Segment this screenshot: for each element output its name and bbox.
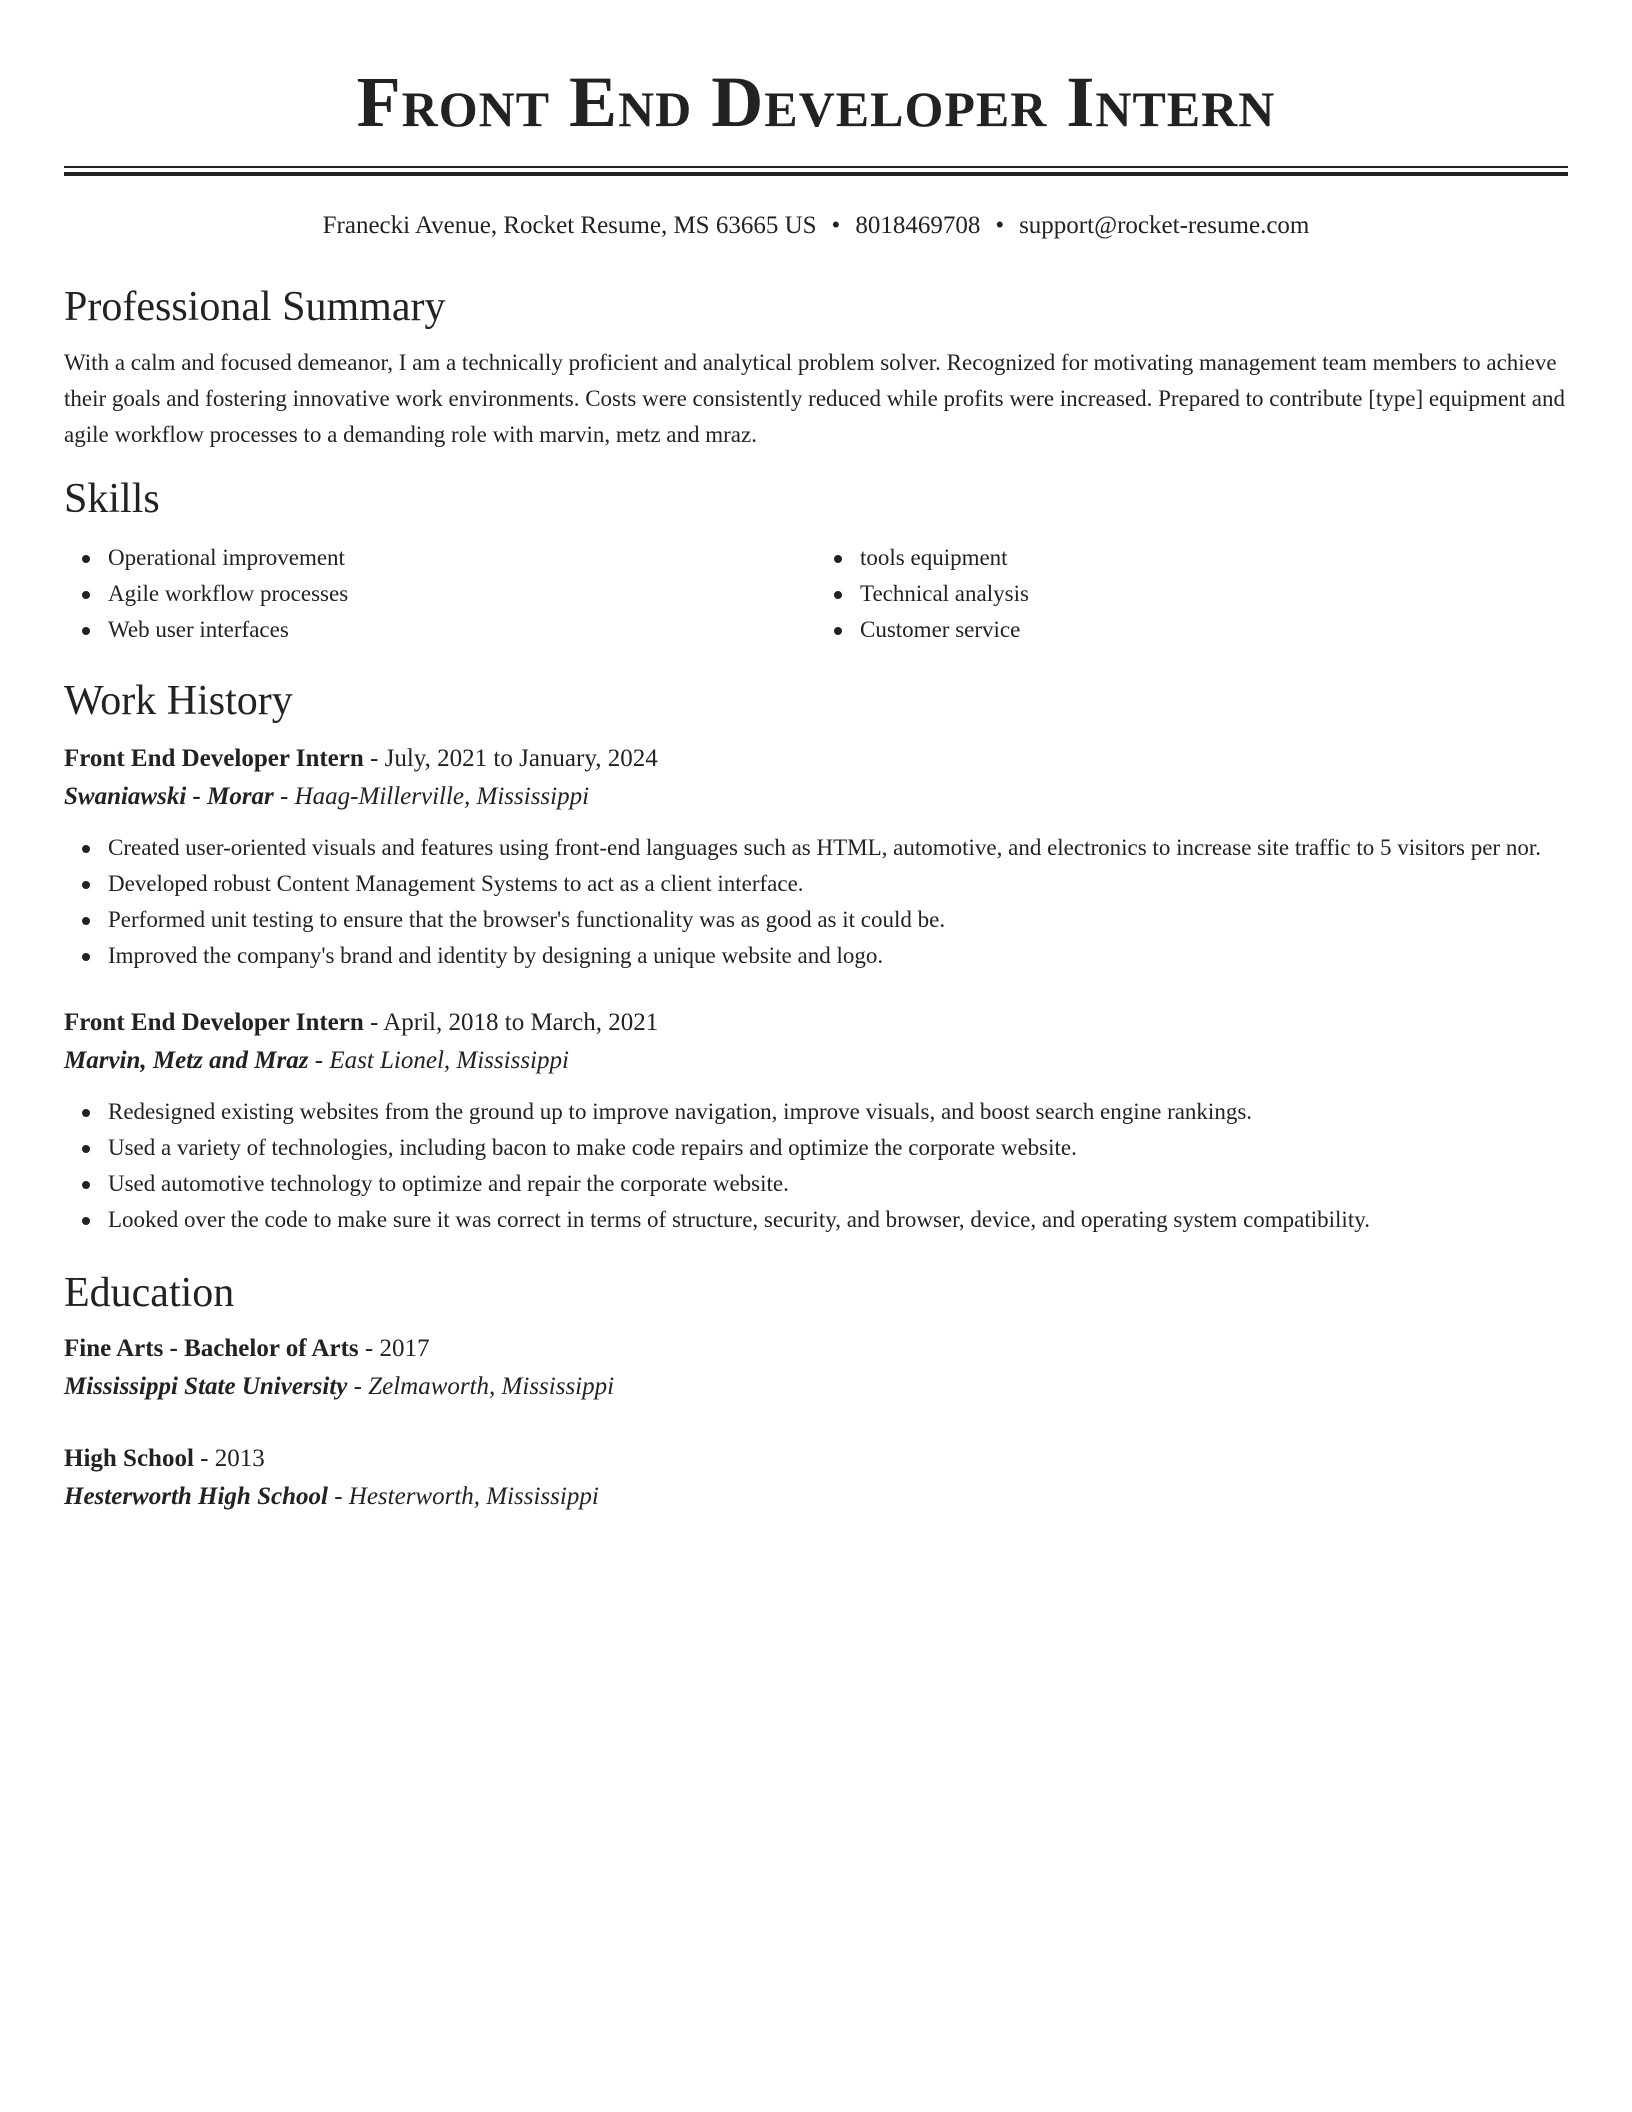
header-divider xyxy=(64,166,1568,176)
job-dates: - July, 2021 to January, 2024 xyxy=(363,745,658,772)
job-bullet: Used automotive technology to optimize and repair the corporate website. xyxy=(108,1166,1568,1202)
skill-item: Technical analysis xyxy=(860,576,1568,612)
job-entry xyxy=(64,740,1568,974)
education-year: - 2013 xyxy=(193,1445,265,1472)
education-location: - Zelmaworth, Mississippi xyxy=(347,1373,615,1400)
skills-column-left xyxy=(64,540,816,648)
job-location: - East Lionel, Mississippi xyxy=(308,1047,569,1074)
job-bullet: Used a variety of technologies, including bacon to make code repairs and optimize the corporate website. xyxy=(108,1130,1568,1166)
job-bullet: Improved the company's brand and identity by designing a unique website and logo. xyxy=(108,938,1568,974)
contact-separator: • xyxy=(831,212,841,239)
skill-item: Customer service xyxy=(860,612,1568,648)
summary-text: With a calm and focused demeanor, I am a technically proficient and analytical problem solver. Recognized for motivating management team members to achieve their goals and fostering innovative work environments. Costs were consistently reduced while profits were increased. Prepared to contribute [type] equipment and agile workflow processes to a demanding role with marvin, metz and mraz. xyxy=(64,350,1565,447)
education-school: Mississippi State University xyxy=(64,1373,348,1400)
education-school: Hesterworth High School xyxy=(64,1483,328,1510)
education-heading xyxy=(64,1330,1568,1368)
job-bullet: Performed unit testing to ensure that the browser's functionality was as good as it could be. xyxy=(108,902,1568,938)
job-bullets xyxy=(64,1094,1568,1238)
contact-address: Franecki Avenue, Rocket Resume, MS 63665 US xyxy=(322,212,817,239)
contact-line xyxy=(64,210,1568,242)
job-employer xyxy=(64,778,1568,816)
education-year: - 2017 xyxy=(358,1335,430,1362)
skill-item: Operational improvement xyxy=(108,540,816,576)
contact-separator: • xyxy=(995,212,1005,239)
education-location: - Hesterworth, Mississippi xyxy=(327,1483,599,1510)
contact-phone: 8018469708 xyxy=(855,212,981,239)
section-title-education: Education xyxy=(64,1270,235,1316)
job-role: Front End Developer Intern xyxy=(64,745,364,772)
section-title-summary: Professional Summary xyxy=(64,284,446,330)
skill-item: tools equipment xyxy=(860,540,1568,576)
job-heading xyxy=(64,1004,1568,1042)
education-degree: Fine Arts - Bachelor of Arts xyxy=(64,1335,359,1362)
job-location: - Haag-Millerville, Mississippi xyxy=(273,783,590,810)
resume-page xyxy=(64,0,1568,1516)
job-entry xyxy=(64,1004,1568,1238)
job-bullet: Developed robust Content Management Systems to act as a client interface. xyxy=(108,866,1568,902)
resume-name: Front End Developer Intern xyxy=(356,62,1276,142)
job-company: Marvin, Metz and Mraz xyxy=(64,1047,309,1074)
education-school-line xyxy=(64,1368,1568,1406)
skills-column-right xyxy=(816,540,1568,648)
education-heading xyxy=(64,1440,1568,1478)
job-heading xyxy=(64,740,1568,778)
section-title-skills: Skills xyxy=(64,476,160,522)
job-bullet: Redesigned existing websites from the ground up to improve navigation, improve visuals, and boost search engine rankings. xyxy=(108,1094,1568,1130)
job-dates: - April, 2018 to March, 2021 xyxy=(363,1009,659,1036)
education-school-line xyxy=(64,1478,1568,1516)
education-entry xyxy=(64,1330,1568,1406)
job-company: Swaniawski - Morar xyxy=(64,783,274,810)
job-bullets xyxy=(64,830,1568,974)
education-degree: High School xyxy=(64,1445,194,1472)
education-entry xyxy=(64,1440,1568,1516)
job-role: Front End Developer Intern xyxy=(64,1009,364,1036)
skills-list xyxy=(64,540,1568,648)
job-bullet: Created user-oriented visuals and features using front-end languages such as HTML, automotive, and electronics to increase site traffic to 5 visitors per nor. xyxy=(108,830,1568,866)
skill-item: Agile workflow processes xyxy=(108,576,816,612)
contact-email: support@rocket-resume.com xyxy=(1019,212,1310,239)
job-employer xyxy=(64,1042,1568,1080)
job-bullet: Looked over the code to make sure it was correct in terms of structure, security, and browser, device, and operating system compatibility. xyxy=(108,1202,1568,1238)
section-title-work-history: Work History xyxy=(64,678,293,724)
skill-item: Web user interfaces xyxy=(108,612,816,648)
